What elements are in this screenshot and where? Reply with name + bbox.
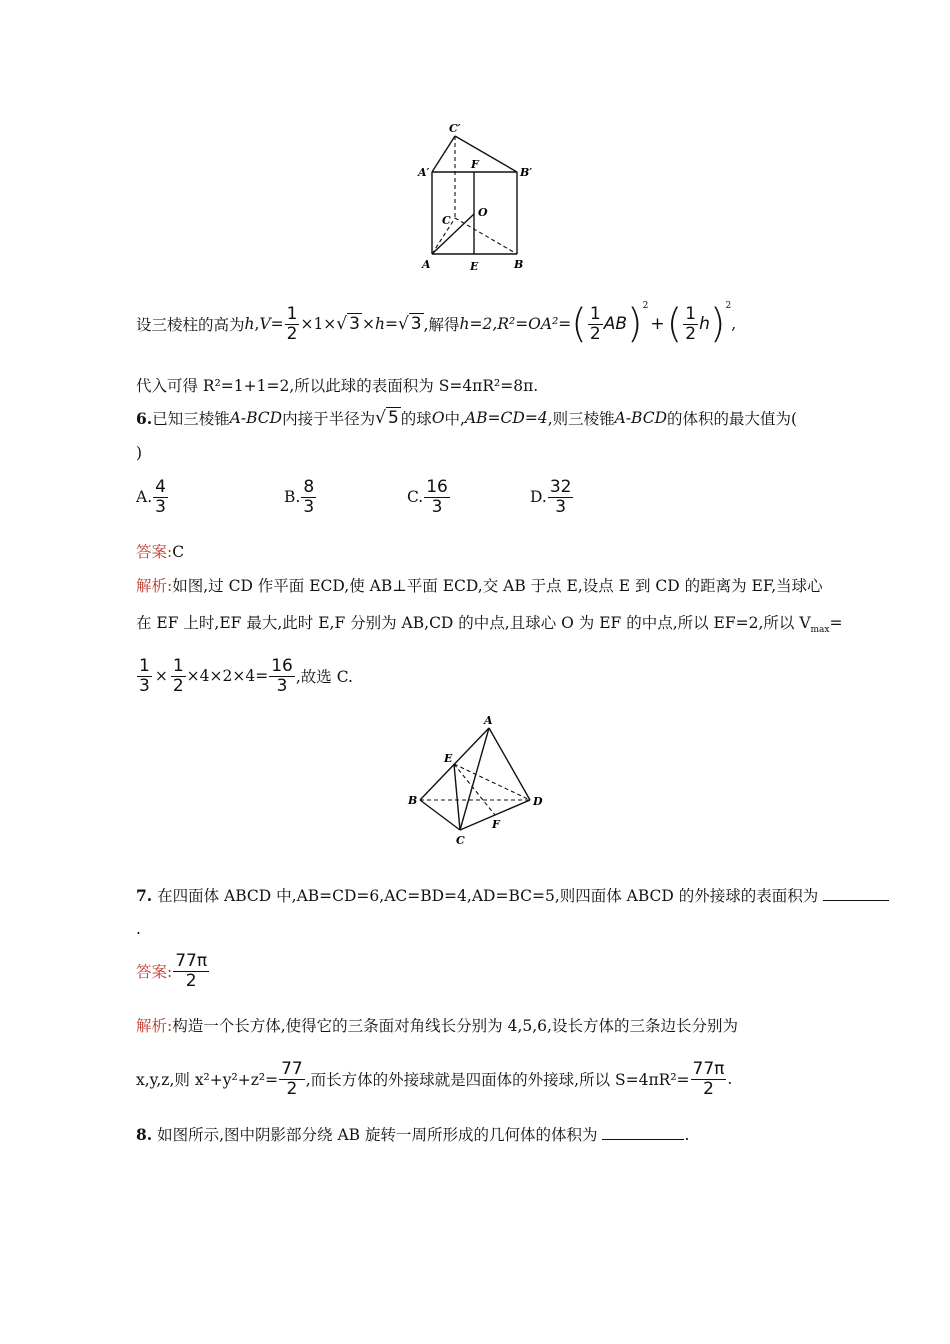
text: V= xyxy=(259,315,284,333)
paren-left: ( xyxy=(666,301,683,347)
answer-blank[interactable] xyxy=(602,1125,684,1140)
edge-b-c xyxy=(420,800,460,830)
edge-a-d xyxy=(489,728,530,800)
paren-right: ) xyxy=(709,301,726,347)
label-c: C xyxy=(442,214,451,227)
fraction: $\frac{1}{2}$ xyxy=(172,656,184,696)
analysis-text: 如图,过 CD 作平面 ECD,使 AB⊥平面 ECD,交 AB 于点 E,设点 E 到 CD 的距离为 EF,当球心 xyxy=(172,577,823,595)
label-a: A xyxy=(484,714,493,727)
text: ×h= xyxy=(361,315,398,333)
label-b-top: B′ xyxy=(520,166,533,179)
text: ×4×2×4= xyxy=(186,667,269,686)
text: = xyxy=(829,614,843,632)
q6-analysis-line3 xyxy=(136,657,353,695)
text: . xyxy=(727,1070,733,1089)
text: ,解得 xyxy=(423,316,460,334)
segment-e-c xyxy=(454,764,460,830)
q6-analysis-line1 xyxy=(136,574,823,596)
option-letter: A. xyxy=(136,488,153,507)
edge-c-b xyxy=(455,218,517,254)
solution5-line2: 代入可得 R²=1+1=2,所以此球的表面积为 S=4πR²=8π. xyxy=(136,377,539,395)
analysis-text: x,y,z,则 x²+y²+z²= xyxy=(136,1071,279,1090)
option-letter: D. xyxy=(530,488,547,507)
analysis-text: ,而长方体的外接球就是四面体的外接球,所以 S=4πR²= xyxy=(305,1071,690,1090)
label-c: C xyxy=(456,834,465,847)
q7-period: . xyxy=(136,920,141,938)
label-b: B xyxy=(514,258,524,271)
question-number: 6. xyxy=(136,408,153,428)
text: , xyxy=(731,315,737,333)
q6-analysis-line2 xyxy=(136,611,843,635)
text: 设三棱柱的高为 xyxy=(136,316,245,334)
text: 中, xyxy=(444,410,465,428)
text: 的球 xyxy=(400,410,432,428)
fraction: $\frac{1}{3}$ xyxy=(139,656,150,696)
exponent: 2 xyxy=(725,301,732,311)
plus: + xyxy=(650,314,665,334)
answer-label: 答案: xyxy=(136,963,173,982)
fraction: $\frac{8}{3}$ xyxy=(303,477,315,517)
analysis-text: 在 EF 上时,EF 最大,此时 E,F 分别为 AB,CD 的中点,且球心 O 为 EF 的中点,所以 EF=2,所以 V xyxy=(136,614,811,632)
text: A-BCD xyxy=(229,409,283,427)
q6-option-a[interactable] xyxy=(136,478,169,516)
label-o: O xyxy=(478,206,488,219)
fraction: $\frac{32}{3}$ xyxy=(549,477,572,517)
text: ×1× xyxy=(300,315,337,333)
question-text: 如图所示,图中阴影部分绕 AB 旋转一周所形成的几何体的体积为 xyxy=(157,1126,598,1144)
option-letter: B. xyxy=(284,488,301,507)
analysis-text: 构造一个长方体,使得它的三条面对角线长分别为 4,5,6,设长方体的三条边长分别为 xyxy=(172,1017,738,1035)
label-f: F xyxy=(492,818,500,831)
fraction: $\frac{77\pi}{2}$ xyxy=(692,1059,725,1099)
text: h xyxy=(699,314,710,334)
segment-a-o xyxy=(432,214,474,254)
fraction: $\frac{4}{3}$ xyxy=(155,477,166,517)
fraction: $\frac{77}{2}$ xyxy=(281,1059,303,1099)
text: 内接于半径为 xyxy=(282,410,376,428)
q6-option-b[interactable] xyxy=(284,478,317,516)
label-a: A xyxy=(422,258,431,271)
question-number: 7. xyxy=(136,886,153,905)
sqrt: √ 5 xyxy=(375,408,399,428)
var-h: h xyxy=(244,315,255,333)
q7-answer xyxy=(136,952,210,990)
text: . xyxy=(684,1126,690,1144)
answer-value: C xyxy=(172,543,185,561)
q6-close-paren: ) xyxy=(136,444,143,462)
text: R²=OA²= xyxy=(497,315,572,333)
label-c-top: C′ xyxy=(449,122,461,135)
segment-e-f xyxy=(454,764,495,815)
q7-analysis-line1 xyxy=(136,1014,738,1036)
exponent: 2 xyxy=(642,301,649,311)
text: × xyxy=(154,667,168,686)
sqrt: √ 3 xyxy=(397,314,422,334)
edge-c-top-b-top xyxy=(455,136,517,172)
fraction: $\frac{1}{2}$ xyxy=(589,303,601,344)
text: , xyxy=(254,315,260,333)
paren-left: ( xyxy=(571,301,587,347)
subscript: max xyxy=(810,625,830,636)
analysis-label: 解析: xyxy=(136,1017,173,1035)
text: ,故选 C. xyxy=(295,668,353,687)
q7-analysis-line2 xyxy=(136,1060,732,1098)
question-number: 8. xyxy=(136,1125,153,1144)
label-d: D xyxy=(533,795,543,808)
option-letter: C. xyxy=(407,488,424,507)
text: 的体积的最大值为( xyxy=(667,410,798,428)
text: A-BCD xyxy=(614,409,668,427)
sqrt: √ 3 xyxy=(336,314,360,334)
text: ,则三棱锥 xyxy=(547,410,615,428)
segment-e-d xyxy=(454,764,530,800)
q7-stem xyxy=(136,884,889,906)
label-b: B xyxy=(408,794,418,807)
prism-figure xyxy=(410,118,540,278)
analysis-label: 解析: xyxy=(136,577,173,595)
fraction: $\frac{77\pi}{2}$ xyxy=(175,951,208,991)
q8-stem xyxy=(136,1123,689,1145)
fraction: $\frac{1}{2}$ xyxy=(685,303,697,344)
solution5-line1 xyxy=(136,296,736,352)
answer-label: 答案: xyxy=(136,543,173,561)
label-f: F xyxy=(471,158,479,171)
q6-option-d[interactable] xyxy=(530,478,574,516)
text: AB=CD=4 xyxy=(464,409,548,427)
text: O xyxy=(431,409,445,427)
fraction: $\frac{16}{3}$ xyxy=(271,656,293,696)
question-text: 在四面体 ABCD 中,AB=CD=6,AC=BD=4,AD=BC=5,则四面体 ABCD 的外接球的表面积为 xyxy=(157,887,819,905)
q6-option-c[interactable] xyxy=(407,478,451,516)
text: AB xyxy=(603,314,628,334)
answer-blank[interactable] xyxy=(823,886,889,901)
label-e: E xyxy=(444,752,453,765)
text: h=2, xyxy=(459,315,498,333)
edge-a-top-c-top xyxy=(432,136,455,172)
q6-answer xyxy=(136,540,184,562)
tetrahedron-figure xyxy=(402,712,552,852)
label-a-top: A′ xyxy=(418,166,430,179)
fraction: $\frac{1}{2}$ xyxy=(286,303,298,344)
q6-stem xyxy=(136,402,797,434)
label-e: E xyxy=(470,260,479,273)
text: 已知三棱锥 xyxy=(152,410,230,428)
paren-right: ) xyxy=(627,301,643,347)
fraction: $\frac{16}{3}$ xyxy=(426,477,448,517)
